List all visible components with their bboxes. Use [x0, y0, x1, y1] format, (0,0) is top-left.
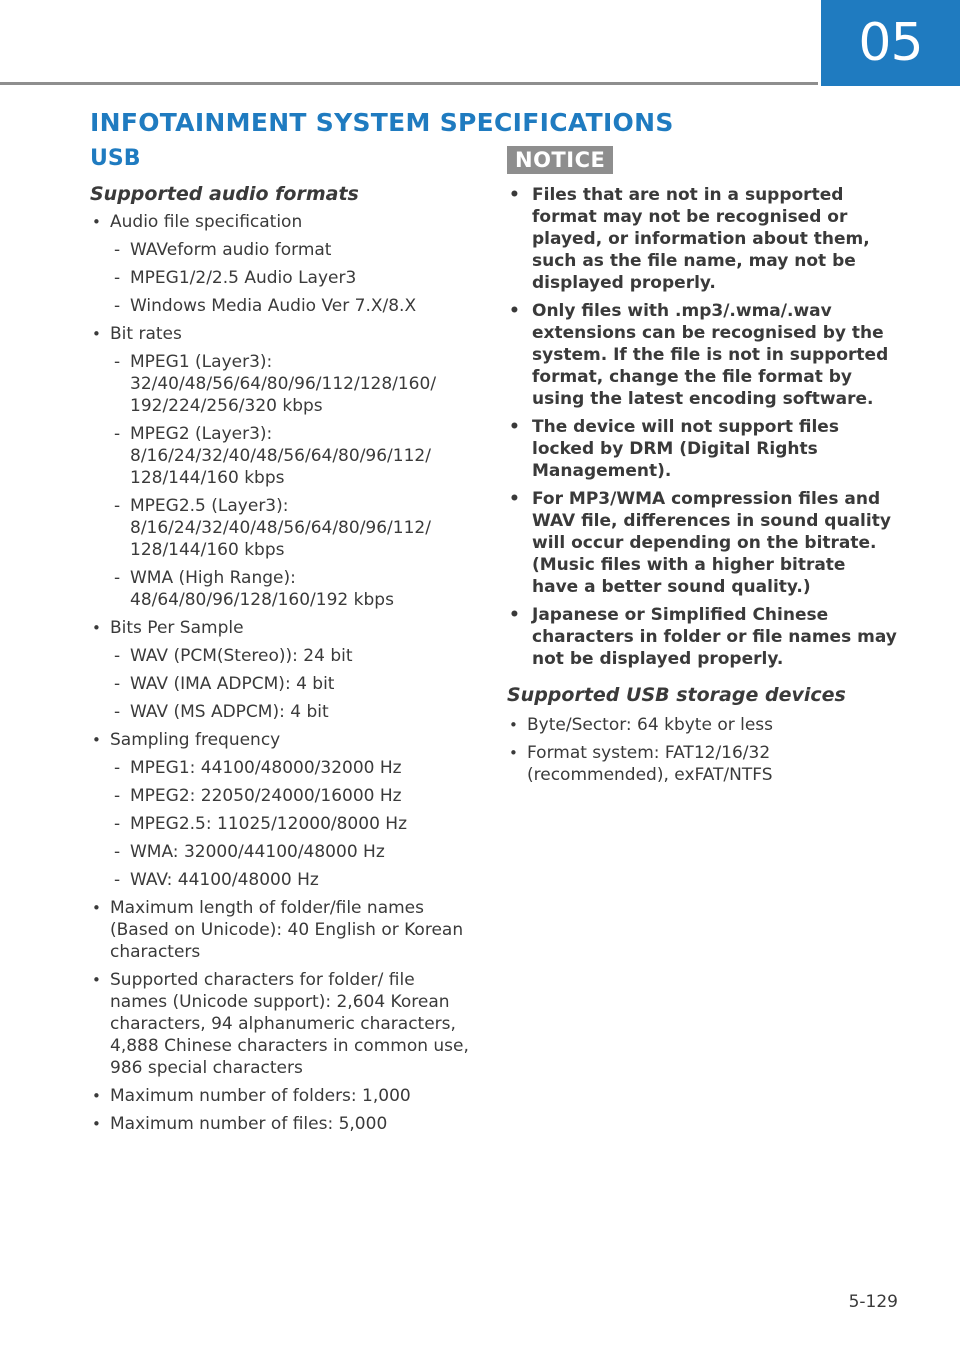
sub-list-item: - MPEG1/2/2.5 Audio Layer3: [110, 267, 470, 289]
sub-list-item: - WAV: 44100/48000 Hz: [110, 869, 470, 891]
sub-list-item: - WMA: 32000/44100/48000 Hz: [110, 841, 470, 863]
sub-list-item: - Windows Media Audio Ver 7.X/8.X: [110, 295, 470, 317]
sub-list-item: - MPEG1: 44100/48000/32000 Hz: [110, 757, 470, 779]
sub-list-item: - MPEG1 (Layer3): 32/40/48/56/64/80/96/112/128/160/ 192/224/256/320 kbps: [110, 351, 470, 417]
section-title: INFOTAINMENT SYSTEM SPECIFICATIONS: [90, 108, 674, 137]
audio-spec-list: [90, 211, 470, 1135]
page-number: 5-129: [848, 1292, 898, 1312]
right-column: [507, 146, 897, 792]
list-item: • Audio file specification - WAVeform audio format - MPEG1/2/2.5 Audio Layer3 - Windows Media Audio Ver 7.X/8.X: [90, 211, 470, 317]
header-rule: [0, 82, 818, 85]
usb-title: USB: [90, 146, 141, 171]
list-item: • Format system: FAT12/16/32 (recommended), exFAT/NTFS: [507, 742, 897, 786]
list-item: • Maximum number of folders: 1,000: [90, 1085, 470, 1107]
list-item: • Byte/Sector: 64 kbyte or less: [507, 714, 897, 736]
notice-item: • Only files with .mp3/.wma/.wav extensions can be recognised by the system. If the file is not in supported format, change the file format by using the latest encoding software.: [507, 300, 897, 410]
sub-list-item: - WMA (High Range): 48/64/80/96/128/160/192 kbps: [110, 567, 470, 611]
sub-list-item: - MPEG2: 22050/24000/16000 Hz: [110, 785, 470, 807]
list-item: • Maximum number of files: 5,000: [90, 1113, 470, 1135]
audio-formats-heading: Supported audio formats: [90, 183, 359, 205]
list-item: • Maximum length of folder/file names (Based on Unicode): 40 English or Korean characters: [90, 897, 470, 963]
storage-heading: Supported USB storage devices: [507, 684, 846, 706]
list-item: • Sampling frequency - MPEG1: 44100/48000/32000 Hz - MPEG2: 22050/24000/16000 Hz - MPEG2.5: 11025/12000/8000 Hz - WMA: 32000/44100/48000 Hz - WAV: 44100/48000 Hz: [90, 729, 470, 891]
notice-list: [507, 184, 897, 670]
list-item: • Bits Per Sample - WAV (PCM(Stereo)): 24 bit - WAV (IMA ADPCM): 4 bit - WAV (MS ADPCM): 4 bit: [90, 617, 470, 723]
sub-list-item: - MPEG2 (Layer3): 8/16/24/32/40/48/56/64/80/96/112/ 128/144/160 kbps: [110, 423, 470, 489]
sub-list-item: - MPEG2.5: 11025/12000/8000 Hz: [110, 813, 470, 835]
left-column: [90, 146, 470, 1141]
sub-list-item: - WAV (MS ADPCM): 4 bit: [110, 701, 470, 723]
notice-item: • Japanese or Simplified Chinese characters in folder or file names may not be displayed properly.: [507, 604, 897, 670]
sub-list-item: - WAV (PCM(Stereo)): 24 bit: [110, 645, 470, 667]
chapter-tab: 05: [821, 0, 960, 86]
notice-item: • The device will not support files locked by DRM (Digital Rights Management).: [507, 416, 897, 482]
storage-list: [507, 714, 897, 786]
sub-list-item: - WAV (IMA ADPCM): 4 bit: [110, 673, 470, 695]
notice-badge: NOTICE: [507, 146, 613, 174]
list-item: • Supported characters for folder/ file names (Unicode support): 2,604 Korean characters, 94 alphanumeric characters, 4,888 Chinese characters in common use, 986 special characters: [90, 969, 470, 1079]
list-item: • Bit rates - MPEG1 (Layer3): 32/40/48/56/64/80/96/112/128/160/ 192/224/256/320 kbps - MPEG2 (Layer3): 8/16/24/32/40/48/56/64/80/96/112/ 128/144/160 kbps - MPEG2.5 (Layer3): 8/16/24/32/40/48/56/64/80/96/112/ 128/144/160 kbps - WMA (High Range): 48/64/80/96/128/160/192 kbps: [90, 323, 470, 611]
sub-list-item: - WAVeform audio format: [110, 239, 470, 261]
notice-item: • For MP3/WMA compression files and WAV file, differences in sound quality will occur depending on the bitrate. (Music files with a higher bitrate have a better sound quality.): [507, 488, 897, 598]
sub-list-item: - MPEG2.5 (Layer3): 8/16/24/32/40/48/56/64/80/96/112/ 128/144/160 kbps: [110, 495, 470, 561]
notice-item: • Files that are not in a supported format may not be recognised or played, or information about them, such as the file name, may not be displayed properly.: [507, 184, 897, 294]
